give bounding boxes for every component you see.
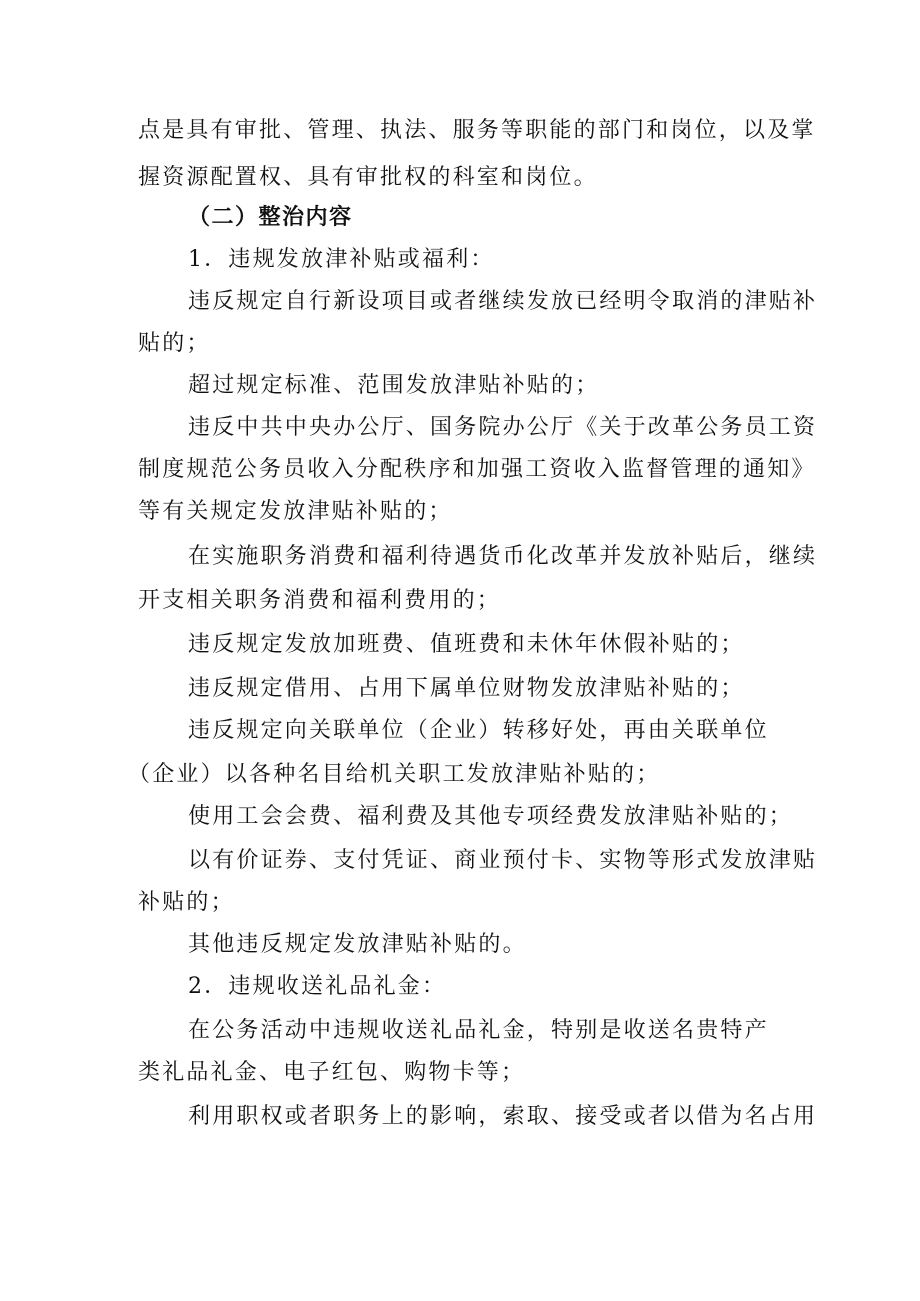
paragraph-line: 类礼品礼金、电子红包、购物卡等； — [138, 1060, 526, 1085]
paragraph-line: 握资源配置权、具有审批权的科室和岗位。 — [138, 165, 598, 190]
paragraph-line: 违反规定向关联单位（企业）转移好处，再由关联单位 — [188, 718, 769, 743]
paragraph-line: 其他违反规定发放津贴补贴的。 — [188, 932, 527, 957]
paragraph-line: 等有关规定发放津贴补贴的； — [138, 499, 453, 524]
paragraph-line: 补贴的； — [138, 890, 235, 915]
paragraph-line: 在实施职务消费和福利待遇货币化改革并发放补贴后，继续 — [188, 544, 818, 569]
paragraph-line: 违反中共中央办公厅、国务院办公厅《关于改革公务员工资 — [188, 415, 818, 440]
paragraph-line: 利用职权或者职务上的影响，索取、接受或者以借为名占用 — [188, 1104, 818, 1129]
paragraph-line: 以有价证券、支付凭证、商业预付卡、实物等形式发放津贴 — [188, 848, 818, 873]
paragraph-line: 点是具有审批、管理、执法、服务等职能的部门和岗位，以及掌 — [138, 118, 816, 143]
paragraph-line: 在公务活动中违规收送礼品礼金，特别是收送名贵特产 — [188, 1018, 769, 1043]
paragraph-line: 开支相关职务消费和福利费用的； — [138, 588, 502, 613]
paragraph-line: （企业）以各种名目给机关职工发放津贴补贴的； — [128, 762, 661, 787]
paragraph-line: 制度规范公务员收入分配秩序和加强工资收入监督管理的通知》 — [138, 457, 816, 482]
paragraph-line: 违反规定发放加班费、值班费和未休年休假补贴的； — [188, 632, 745, 657]
section-heading: （二）整治内容 — [188, 205, 353, 230]
paragraph-line: 贴的； — [138, 331, 211, 356]
paragraph-line: 使用工会会费、福利费及其他专项经费发放津贴补贴的； — [188, 804, 794, 829]
item-heading: 1．违规发放津补贴或福利： — [188, 247, 495, 272]
paragraph-line: 违反规定自行新设项目或者继续发放已经明令取消的津贴补 — [188, 289, 818, 314]
item-heading: 2．违规收送礼品礼金： — [188, 974, 447, 999]
paragraph-line: 超过规定标准、范围发放津贴补贴的； — [188, 373, 600, 398]
paragraph-line: 违反规定借用、占用下属单位财物发放津贴补贴的； — [188, 676, 745, 701]
